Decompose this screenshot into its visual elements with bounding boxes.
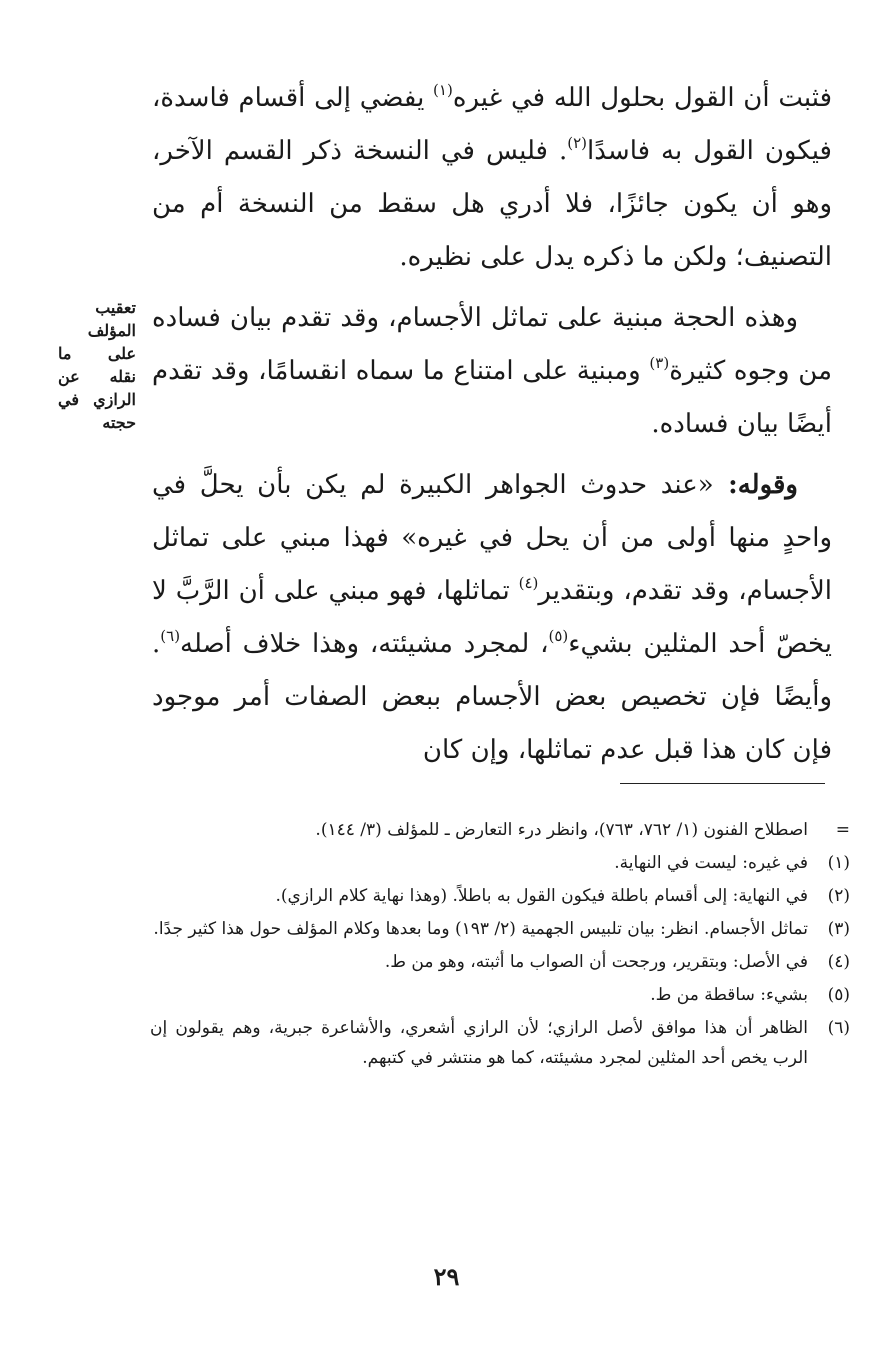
paragraph — [152, 459, 832, 777]
footnote-reference: (٤) — [518, 574, 539, 592]
footnote-number: (٢) — [827, 886, 850, 906]
text-run: ، لمجرد مشيئته، وهذا خلاف أصله — [180, 629, 549, 659]
margin-note: تعقيب المؤلف على ما نقله عن الرازي في حجته — [58, 298, 136, 432]
paragraph — [152, 292, 832, 451]
footnote — [150, 881, 850, 911]
footnote — [150, 815, 850, 845]
text-run: وهذه الحجة مبنية على تماثل الأجسام، وقد تقدم بيان فساده من وجوه كثيرة — [152, 303, 833, 386]
footnote-text: اصطلاح الفنون (١/ ٧٦٢، ٧٦٣)، وانظر درء التعارض ـ للمؤلف (٣/ ١٤٤). — [315, 820, 808, 840]
footnote-number: (٤) — [827, 952, 850, 972]
main-text-body — [152, 72, 832, 777]
footnote-number: = — [835, 820, 850, 840]
footnotes — [150, 815, 850, 1076]
footnote-text: بشيء: ساقطة من ط. — [650, 985, 808, 1005]
text-run: تماثلها، فهو مبني على أن الرَّبَّ لا يخصّ أحد المثلين بشيء — [152, 576, 832, 659]
paragraph — [152, 72, 832, 284]
text-run: . وأيضًا فإن تخصيص بعض الأجسام ببعض الصفات أمر موجود فإن كان هذا قبل عدم تماثلها، وإن كان — [152, 629, 832, 765]
text-run: يفضي إلى أقسام فاسدة، فيكون القول به فاسدًا — [152, 83, 832, 166]
footnote-text: تماثل الأجسام. انظر: بيان تلبيس الجهمية (٢/ ١٩٣) وما بعدها وكلام المؤلف حول هذا كثير جدًا. — [153, 919, 808, 939]
footnote-text: الظاهر أن هذا موافق لأصل الرازي؛ لأن الرازي أشعري، والأشاعرة جبرية، وهم يقولون إن الرب يخص أحد المثلين لمجرد مشيئته، كما هو منتشر في كتبهم. — [150, 1018, 808, 1068]
emphasis-text: وقوله: — [713, 470, 798, 500]
footnote — [150, 947, 850, 977]
footnote-reference: (٦) — [160, 627, 181, 645]
footnote-number: (١) — [827, 853, 850, 873]
text-run: «عند حدوث الجواهر الكبيرة لم يكن بأن يحلَّ في واحدٍ منها أولى من أن يحل في غيره» فهذا مبني على تماثل الأجسام، وقد تقدم، وبتقدير — [152, 470, 832, 606]
footnote-text: في النهاية: إلى أقسام باطلة فيكون القول به باطلاً. (وهذا نهاية كلام الرازي). — [275, 886, 808, 906]
footnote-number: (٣) — [827, 919, 850, 939]
footnote — [150, 1013, 850, 1073]
footnote-text: في الأصل: وبتقرير، ورجحت أن الصواب ما أثبته، وهو من ط. — [384, 952, 808, 972]
footnote — [150, 914, 850, 944]
text-run: فثبت أن القول بحلول الله في غيره — [452, 83, 832, 113]
footnote-text: في غيره: ليست في النهاية. — [614, 853, 808, 873]
text-run: . فليس في النسخة ذكر القسم الآخر، وهو أن يكون جائزًا، فلا أدري هل سقط من النسخة أم من التصنيف؛ ولكن ما ذكره يدل على نظيره. — [152, 136, 832, 272]
footnote — [150, 980, 850, 1010]
text-run: ومبنية على امتناع ما سماه انقسامًا، وقد تقدم أيضًا بيان فساده. — [152, 356, 832, 439]
footnote-reference: (١) — [433, 81, 453, 99]
footnote-reference: (٢) — [567, 134, 588, 152]
page-number: ٢٩ — [433, 1262, 460, 1291]
footnote-separator — [620, 783, 825, 784]
footnote-reference: (٥) — [548, 627, 569, 645]
footnote-number: (٦) — [827, 1018, 850, 1038]
footnote-number: (٥) — [827, 985, 850, 1005]
footnote — [150, 848, 850, 878]
footnote-reference: (٣) — [649, 354, 670, 372]
